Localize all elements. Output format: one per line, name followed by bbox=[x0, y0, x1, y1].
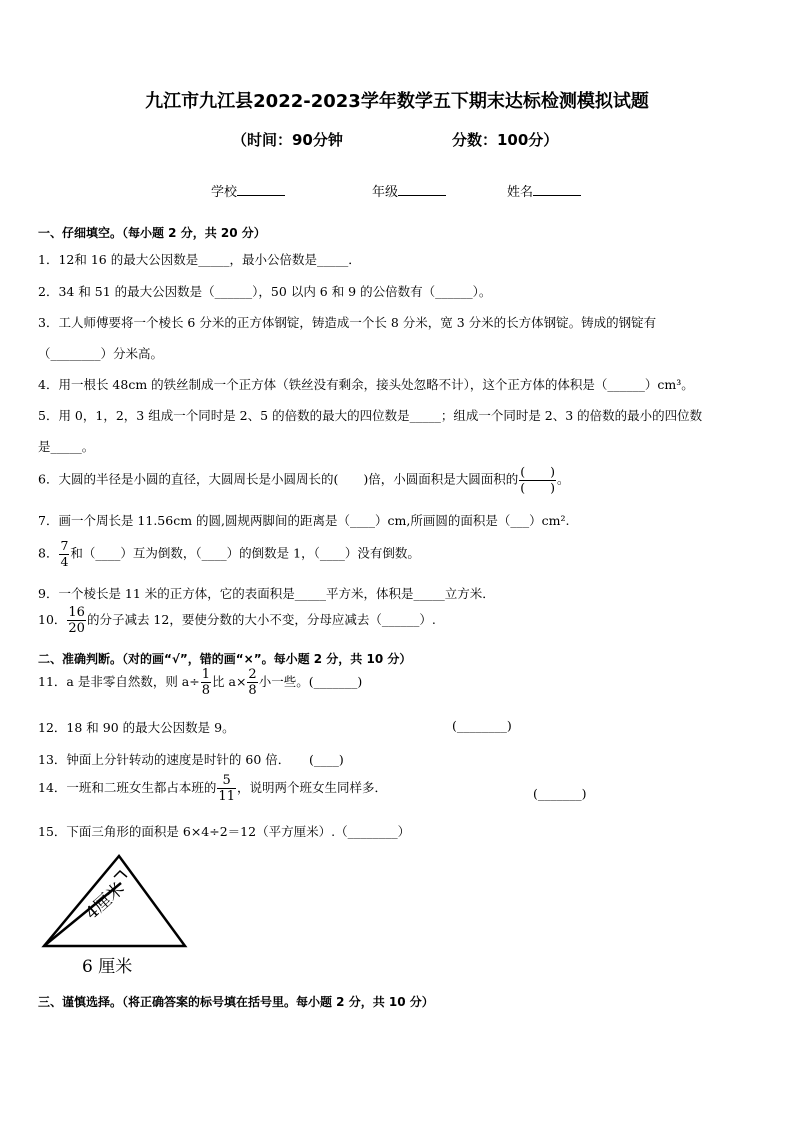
question-8-number: 8． bbox=[38, 545, 59, 561]
question-8-text: 和（____）互为倒数，（____）的倒数是 1，（____）没有倒数。 bbox=[70, 545, 420, 561]
fraction-denominator: ( ) bbox=[520, 479, 555, 495]
question-5-line-2: 是_____。 bbox=[38, 439, 95, 454]
time-limit: （时间：90分钟 bbox=[232, 131, 343, 149]
question-14-answer-blank[interactable]: (_______) bbox=[533, 786, 587, 801]
base-label: 6 厘米 bbox=[82, 957, 133, 977]
section-1-heading: 一、仔细填空。（每小题 2 分，共 20 分） bbox=[38, 226, 266, 240]
question-4: 4．用一根长 48cm 的铁丝制成一个正方体（铁丝没有剩余，接头处忽略不计），这个正方体的体积是（______）cm³。 bbox=[38, 377, 694, 392]
fraction-denominator: 8 bbox=[248, 683, 257, 698]
school-label: 学校 bbox=[211, 185, 238, 200]
name-field[interactable] bbox=[507, 181, 581, 200]
question-12: 12．18 和 90 的最大公因数是 9。 bbox=[38, 720, 235, 735]
question-6-text: 6．大圆的半径是小圆的直径，大圆周长是小圆周长的( )倍，小圆面积是大圆面积的 bbox=[38, 471, 519, 487]
question-3-line-1: 3．工人师傅要将一个棱长 6 分米的正方体钢锭，铸造成一个长 8 分米，宽 3 分米的长方体钢锭。铸成的钢锭有 bbox=[38, 315, 657, 330]
question-10-text: 的分子减去 12，要使分数的大小不变，分母应减去（______）. bbox=[86, 612, 436, 627]
page-title: 九江市九江县2022-2023学年数学五下期末达标检测模拟试题 bbox=[145, 91, 649, 112]
question-11-end: 小一些。(_______) bbox=[258, 674, 363, 689]
question-11 bbox=[38, 668, 362, 697]
name-label: 姓名 bbox=[507, 185, 534, 200]
section-3-heading: 三、谨慎选择。（将正确答案的标号填在括号里。每小题 2 分，共 10 分） bbox=[38, 995, 434, 1009]
question-13: 13．钟面上分针转动的速度是时针的 60 倍． (____) bbox=[38, 752, 344, 767]
question-1: 1．12和 16 的最大公因数是_____，最小公倍数是_____． bbox=[38, 252, 361, 267]
section-2-heading: 二、准确判断。（对的画“√”，错的画“×”。每小题 2 分，共 10 分） bbox=[38, 652, 412, 666]
question-8-fraction bbox=[59, 540, 69, 568]
grade-field[interactable] bbox=[372, 181, 446, 200]
fraction-denominator: 20 bbox=[68, 621, 85, 636]
question-3-line-2: （________）分米高。 bbox=[38, 346, 164, 361]
question-12-answer-blank[interactable]: (________) bbox=[452, 718, 512, 733]
question-15: 15．下面三角形的面积是 6×4÷2＝12（平方厘米）.（________） bbox=[38, 824, 411, 839]
question-7: 7．画一个周长是 11.56cm 的圆,圆规两脚间的距离是（____）cm,所画圆的面积是（___）cm². bbox=[38, 513, 570, 528]
question-10 bbox=[38, 606, 436, 635]
question-2: 2．34 和 51 的最大公因数是（______），50 以内 6 和 9 的公倍数有（______）。 bbox=[38, 284, 492, 299]
height-label: 4厘米 bbox=[81, 878, 129, 924]
triangle-figure bbox=[36, 850, 196, 980]
question-14-text: 14．一班和二班女生都占本班的 bbox=[38, 780, 217, 795]
question-10-fraction bbox=[67, 606, 86, 635]
fraction-numerator: 7 bbox=[60, 538, 69, 553]
fraction-numerator: 5 bbox=[217, 774, 236, 789]
name-blank[interactable] bbox=[533, 183, 581, 196]
question-5-line-1: 5．用 0，1，2，3 组成一个同时是 2、5 的倍数的最大的四位数是_____；组成一个同时是 2、3 的倍数的最小的四位数 bbox=[38, 408, 703, 423]
question-14-fraction bbox=[217, 774, 236, 803]
fraction-numerator: 2 bbox=[248, 667, 257, 682]
question-11-middle: 比 a× bbox=[212, 674, 247, 689]
school-blank[interactable] bbox=[237, 183, 285, 196]
fraction-denominator: 11 bbox=[218, 789, 235, 804]
right-angle-marker bbox=[114, 871, 127, 877]
question-6-fraction bbox=[519, 466, 556, 494]
question-10-number: 10． bbox=[38, 612, 67, 627]
fraction-numerator: 1 bbox=[201, 667, 211, 682]
fraction-denominator: 4 bbox=[60, 553, 69, 569]
question-11-fraction-1 bbox=[201, 668, 211, 697]
question-9: 9．一个棱长是 11 米的正方体，它的表面积是_____平方米，体积是_____立方米． bbox=[38, 586, 495, 601]
grade-blank[interactable] bbox=[398, 183, 446, 196]
question-14-end: ，说明两个班女生同样多． bbox=[236, 780, 387, 795]
grade-label: 年级 bbox=[372, 185, 399, 200]
question-6 bbox=[38, 466, 570, 494]
question-11-text: 11．a 是非零自然数，则 a÷ bbox=[38, 674, 200, 689]
fraction-numerator: 16 bbox=[68, 605, 85, 620]
question-11-fraction-2 bbox=[247, 668, 257, 697]
fraction-numerator: ( ) bbox=[520, 464, 555, 479]
school-field[interactable] bbox=[211, 181, 285, 200]
total-score: 分数：100分） bbox=[452, 131, 559, 149]
question-14 bbox=[38, 774, 387, 803]
fraction-denominator: 8 bbox=[201, 683, 211, 698]
question-8 bbox=[38, 540, 420, 568]
question-6-end: 。 bbox=[556, 471, 570, 487]
